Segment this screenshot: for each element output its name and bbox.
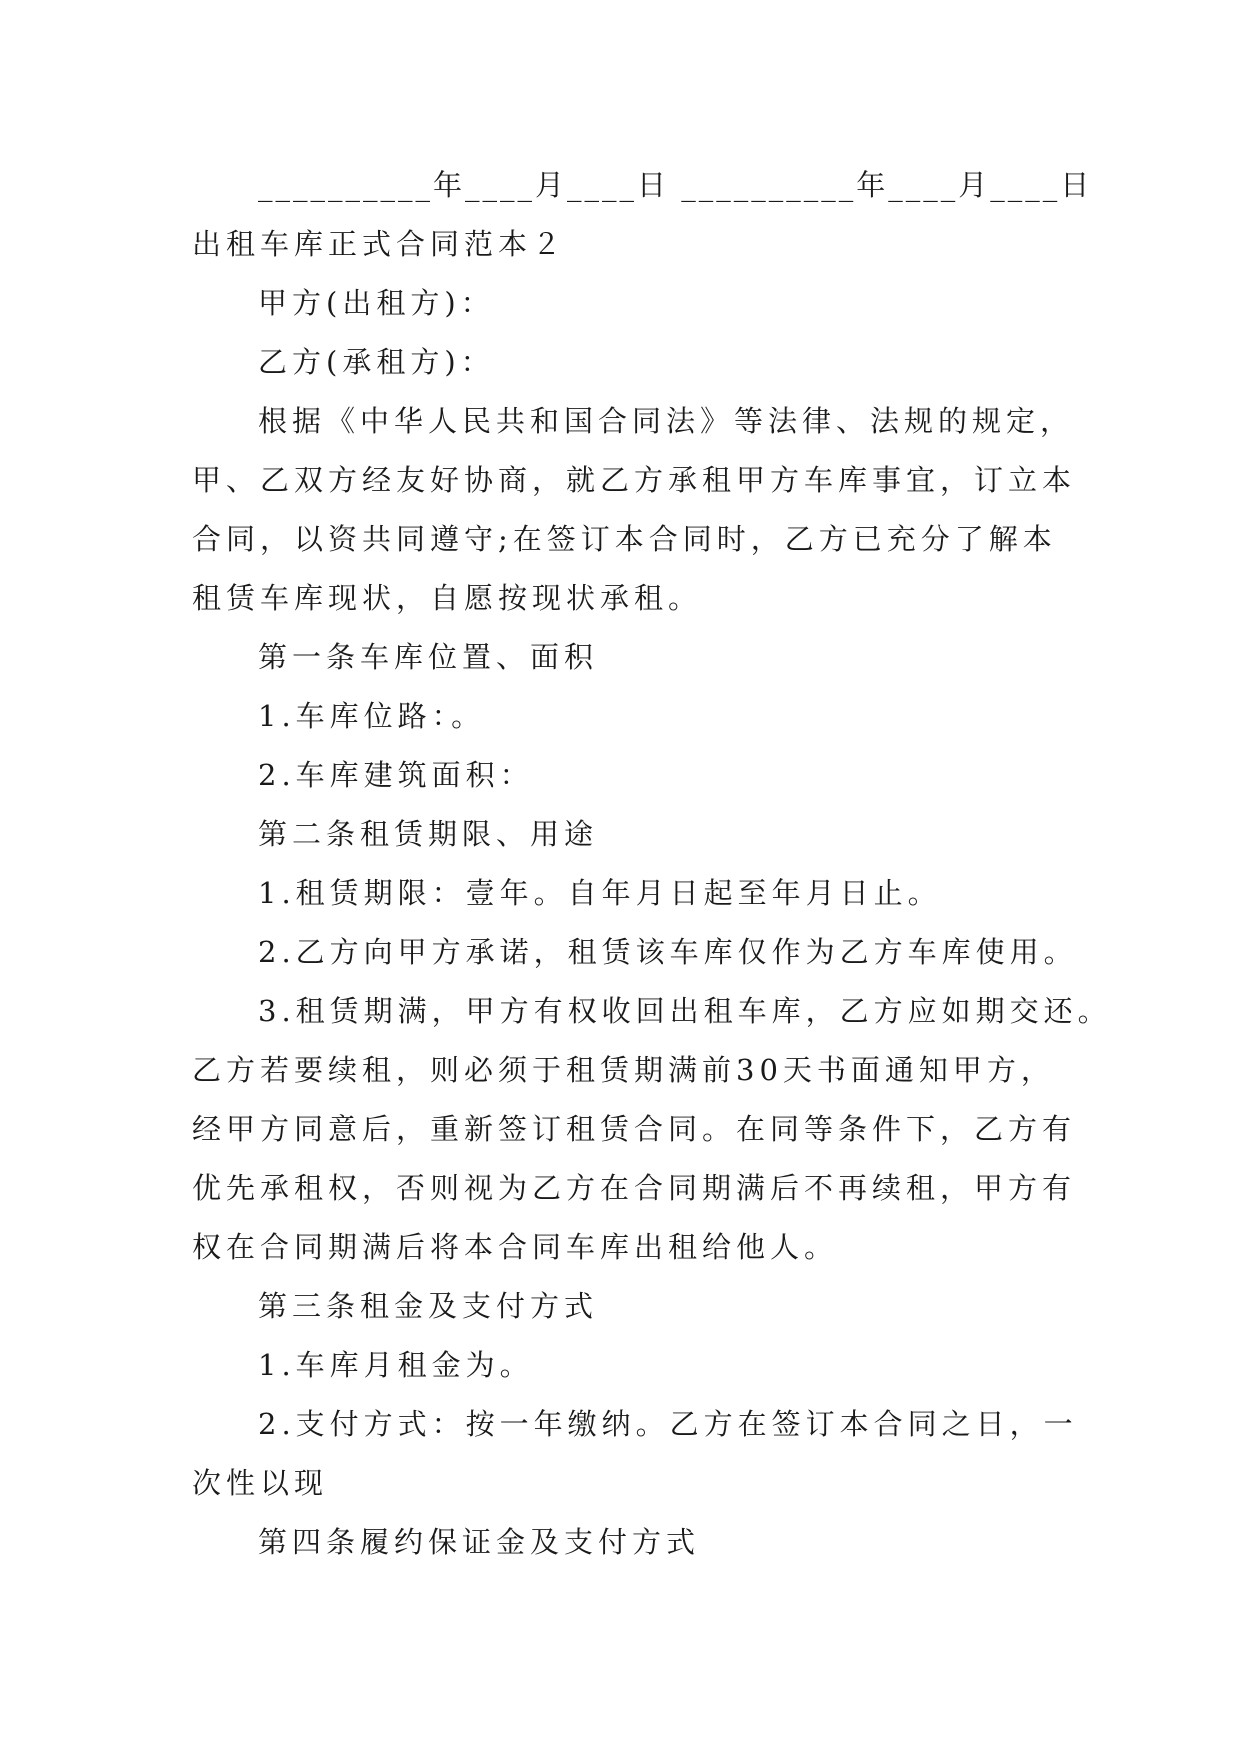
party-b-label: 乙方(承租方)：: [258, 345, 495, 379]
article-heading: 第三条租金及支付方式: [258, 1289, 599, 1323]
party-a-label: 甲方(出租方)：: [258, 286, 495, 320]
article-item: 2.车库建筑面积：: [258, 758, 534, 792]
article-item: 1.车库位路：。: [258, 699, 486, 733]
date-signature-line: __________年____月____日 __________年____月____日: [258, 168, 1093, 202]
article-item: 3.租赁期满，甲方有权收回出租车库，乙方应如期交还。: [258, 994, 1112, 1028]
article-text-line: 经甲方同意后，重新签订租赁合同。在同等条件下，乙方有: [192, 1112, 1077, 1146]
preamble-line: 租赁车库现状，自愿按现状承租。: [192, 581, 703, 615]
article-text-line: 优先承租权，否则视为乙方在合同期满后不再续租，甲方有: [192, 1171, 1077, 1205]
article-heading: 第二条租赁期限、用途: [258, 817, 599, 851]
preamble-line: 甲、乙双方经友好协商，就乙方承租甲方车库事宜，订立本: [192, 463, 1077, 497]
preamble-line: 根据《中华人民共和国合同法》等法律、法规的规定，: [258, 404, 1075, 438]
article-item: 1.车库月租金为。: [258, 1348, 534, 1382]
article-item: 1.租赁期限：壹年。自年月日起至年月日止。: [258, 876, 942, 910]
article-text-line: 次性以现: [192, 1466, 329, 1500]
article-text-line: 乙方若要续租，则必须于租赁期满前30天书面通知甲方，: [192, 1053, 1055, 1087]
article-text-line: 权在合同期满后将本合同车库出租给他人。: [192, 1230, 839, 1264]
preamble-line: 合同，以资共同遵守;在签订本合同时，乙方已充分了解本: [192, 522, 1057, 556]
document-title: 出租车库正式合同范本２: [192, 227, 567, 261]
article-item: 2.乙方向甲方承诺，租赁该车库仅作为乙方车库使用。: [258, 935, 1078, 969]
article-heading: 第一条车库位置、面积: [258, 640, 599, 674]
article-heading: 第四条履约保证金及支付方式: [258, 1525, 701, 1559]
article-item: 2.支付方式：按一年缴纳。乙方在签订本合同之日，一: [258, 1407, 1078, 1441]
